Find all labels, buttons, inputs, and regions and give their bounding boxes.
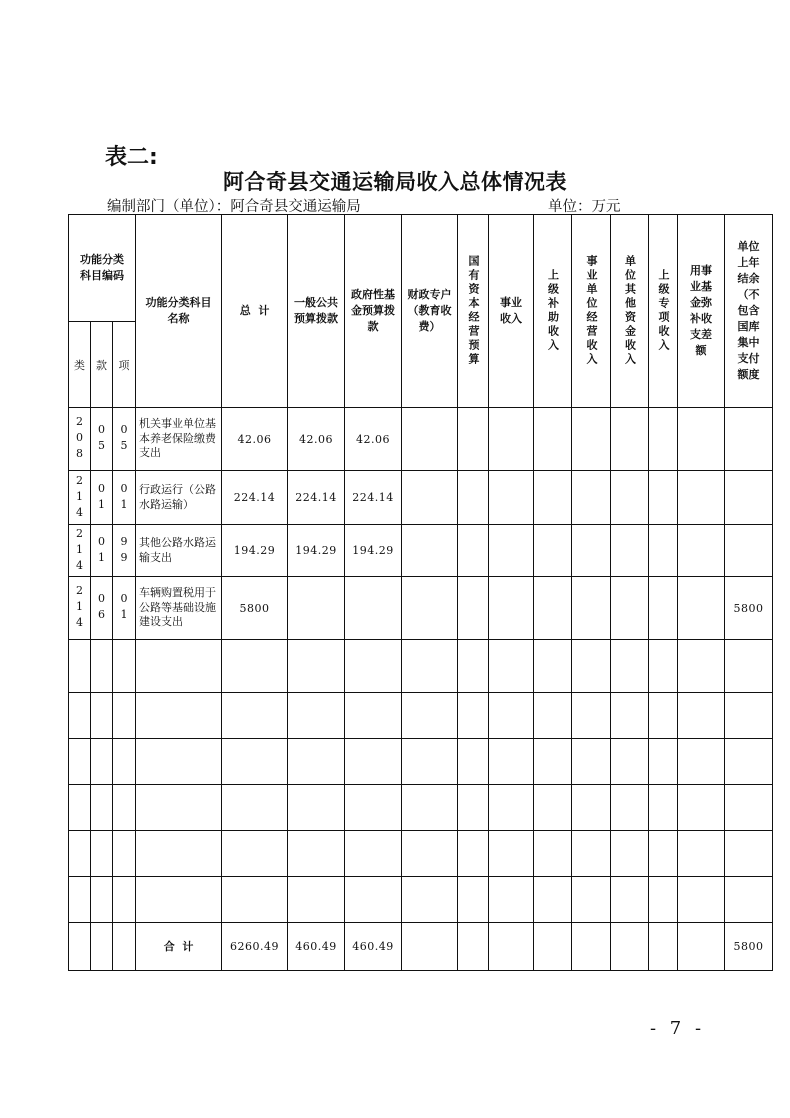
empty-row (69, 785, 773, 831)
header-row (69, 215, 773, 322)
fund-budget-header: 政府性基金预算拨款 (345, 215, 402, 408)
other-income-header: 单位其他资金收入 (611, 215, 649, 408)
row-general: 194.29 (288, 525, 345, 577)
state-capital-header: 国有资本经营预算 (458, 215, 489, 408)
empty-cell (678, 408, 725, 471)
empty-cell (489, 471, 534, 525)
totals-total: 6260.49 (222, 923, 288, 971)
row-name: 机关事业单位基本养老保险缴费支出 (136, 408, 222, 471)
table-row (69, 525, 773, 577)
empty-cell (572, 525, 611, 577)
empty-cell (649, 408, 678, 471)
page-title: 阿合奇县交通运输局收入总体情况表 (223, 170, 567, 194)
row-kuan: 05 (91, 408, 113, 471)
reserve-fund-header: 用事业基金弥补收支差额 (678, 215, 725, 408)
empty-cell (489, 525, 534, 577)
row-carryover (725, 471, 773, 525)
totals-fund: 460.49 (345, 923, 402, 971)
row-total: 42.06 (222, 408, 288, 471)
empty-cell (572, 577, 611, 640)
empty-cell (678, 471, 725, 525)
carryover-header: 单位上年结余（不包含国库集中支付额度 (725, 215, 773, 408)
empty-cell (402, 525, 458, 577)
empty-cell (678, 577, 725, 640)
empty-cell (572, 923, 611, 971)
row-total: 224.14 (222, 471, 288, 525)
lei-header: 类 (69, 322, 91, 408)
empty-cell (458, 471, 489, 525)
business-income-header: 事业收入 (489, 215, 534, 408)
row-name: 行政运行（公路水路运输） (136, 471, 222, 525)
empty-cell (572, 408, 611, 471)
row-lei: 214 (69, 471, 91, 525)
empty-cell (611, 923, 649, 971)
row-general: 224.14 (288, 471, 345, 525)
empty-cell (402, 577, 458, 640)
row-xiang: 05 (113, 408, 136, 471)
empty-cell (611, 525, 649, 577)
unit-label: 单位：万元 (548, 199, 621, 215)
row-total: 5800 (222, 577, 288, 640)
row-carryover: 5800 (725, 577, 773, 640)
empty-cell (402, 923, 458, 971)
empty-cell (402, 408, 458, 471)
superior-special-header: 上级专项收入 (649, 215, 678, 408)
row-name: 其他公路水路运输支出 (136, 525, 222, 577)
empty-cell (649, 471, 678, 525)
row-general (288, 577, 345, 640)
xiang-header: 项 (113, 322, 136, 408)
row-carryover (725, 525, 773, 577)
empty-cell (611, 577, 649, 640)
table-row (69, 408, 773, 471)
row-carryover (725, 408, 773, 471)
totals-label: 合 计 (136, 923, 222, 971)
empty-cell (678, 525, 725, 577)
empty-cell (489, 577, 534, 640)
row-fund: 42.06 (345, 408, 402, 471)
row-general: 42.06 (288, 408, 345, 471)
totals-general: 460.49 (288, 923, 345, 971)
empty-cell (678, 923, 725, 971)
row-name: 车辆购置税用于公路等基础设施建设支出 (136, 577, 222, 640)
empty-cell (91, 923, 113, 971)
empty-cell (489, 408, 534, 471)
kuan-header: 款 (91, 322, 113, 408)
empty-row (69, 693, 773, 739)
general-budget-header: 一般公共预算拨款 (288, 215, 345, 408)
empty-cell (69, 923, 91, 971)
row-xiang: 01 (113, 471, 136, 525)
row-kuan: 06 (91, 577, 113, 640)
row-xiang: 99 (113, 525, 136, 577)
name-header: 功能分类科目名称 (136, 215, 222, 408)
page-number: - 7 - (650, 1018, 706, 1039)
empty-row (69, 739, 773, 785)
empty-cell (534, 525, 572, 577)
empty-cell (534, 923, 572, 971)
empty-cell (458, 577, 489, 640)
empty-row (69, 640, 773, 693)
row-fund (345, 577, 402, 640)
empty-cell (113, 923, 136, 971)
row-kuan: 01 (91, 471, 113, 525)
affiliated-income-header: 事业单位经营收入 (572, 215, 611, 408)
row-lei: 208 (69, 408, 91, 471)
empty-row (69, 877, 773, 923)
empty-cell (534, 471, 572, 525)
empty-cell (458, 525, 489, 577)
empty-cell (611, 408, 649, 471)
empty-cell (534, 577, 572, 640)
row-kuan: 01 (91, 525, 113, 577)
table-row (69, 577, 773, 640)
revenue-table (68, 214, 773, 971)
total-header: 总 计 (222, 215, 288, 408)
row-fund: 194.29 (345, 525, 402, 577)
empty-cell (572, 471, 611, 525)
row-total: 194.29 (222, 525, 288, 577)
empty-cell (649, 923, 678, 971)
row-fund: 224.14 (345, 471, 402, 525)
empty-cell (649, 525, 678, 577)
table-label: 表二: (105, 145, 158, 170)
empty-cell (489, 923, 534, 971)
empty-cell (402, 471, 458, 525)
totals-row (69, 923, 773, 971)
empty-cell (649, 577, 678, 640)
superior-subsidy-header: 上级补助收入 (534, 215, 572, 408)
empty-row (69, 831, 773, 877)
row-lei: 214 (69, 525, 91, 577)
empty-cell (534, 408, 572, 471)
totals-carryover: 5800 (725, 923, 773, 971)
row-lei: 214 (69, 577, 91, 640)
row-xiang: 01 (113, 577, 136, 640)
code-group-header: 功能分类科目编码 (69, 215, 136, 322)
empty-cell (611, 471, 649, 525)
table-row (69, 471, 773, 525)
empty-cell (458, 408, 489, 471)
empty-cell (458, 923, 489, 971)
compiling-department: 编制部门（单位）：阿合奇县交通运输局 (107, 199, 361, 215)
special-account-header: 财政专户（教育收费） (402, 215, 458, 408)
